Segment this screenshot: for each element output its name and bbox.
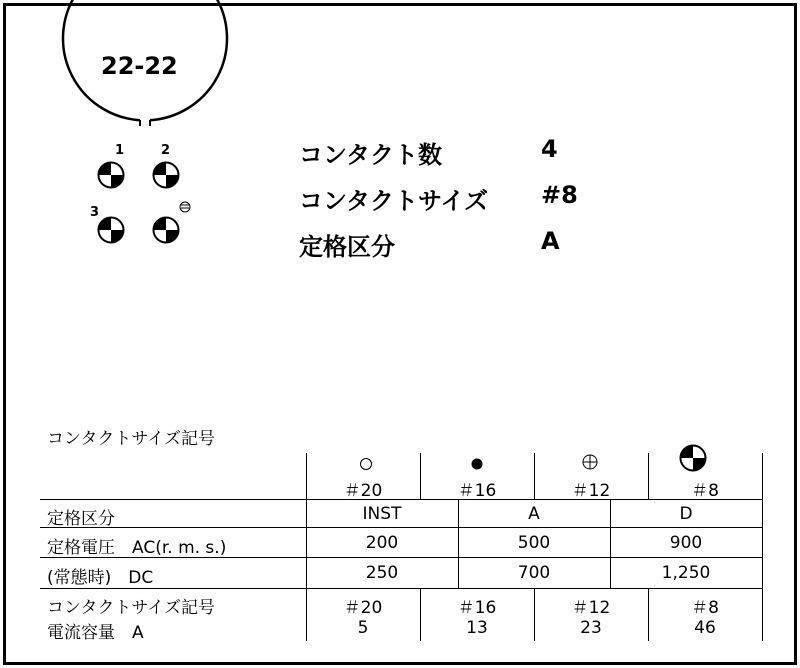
current-size-8: 46 xyxy=(694,618,716,638)
row-label-current: 電流容量 A xyxy=(47,623,144,643)
voltage-dc-inst: 250 xyxy=(365,563,399,583)
pin-4-icon xyxy=(154,218,179,243)
spec-rating-class-label: 定格区分 xyxy=(299,233,395,261)
size-12: ＃12 xyxy=(571,598,611,618)
row-label-rating-class: 定格区分 xyxy=(47,509,115,529)
header-size-16: ＃16 xyxy=(457,481,497,501)
pin-label-3: 3 xyxy=(90,205,100,220)
spec-contact-size-label: コンタクトサイズ xyxy=(299,187,489,215)
pin-3-icon xyxy=(99,218,124,243)
header-size-12: ＃12 xyxy=(571,481,611,501)
size-16: ＃16 xyxy=(457,598,497,618)
voltage-dc-d: 1,250 xyxy=(661,563,711,583)
pin-label-1: 1 xyxy=(115,143,125,158)
size-16-symbol-icon xyxy=(472,459,483,470)
size-8: ＃8 xyxy=(691,598,719,618)
voltage-ac-d: 900 xyxy=(669,533,703,553)
rating-d: D xyxy=(679,504,693,524)
current-size-12: 23 xyxy=(580,618,602,638)
current-size-16: 13 xyxy=(466,618,488,638)
header-size-20: ＃20 xyxy=(343,481,383,501)
spec-contact-size-value: #8 xyxy=(541,181,578,209)
voltage-ac-a: 500 xyxy=(517,533,551,553)
row-label-contact-size: コンタクトサイズ記号 xyxy=(47,598,215,618)
part-number-title: 22-22 xyxy=(101,52,178,80)
row-label-voltage-dc: (常態時) DC xyxy=(47,568,154,588)
table-title: コンタクトサイズ記号 xyxy=(47,429,215,449)
voltage-ac-inst: 200 xyxy=(365,533,399,553)
rating-a: A xyxy=(528,504,540,524)
size-20-symbol-icon xyxy=(361,459,372,470)
size-8-symbol-icon xyxy=(681,446,706,471)
row-label-voltage-ac: 定格電圧 AC(r. m. s.) xyxy=(47,538,227,558)
spec-contact-count-label: コンタクト数 xyxy=(299,141,443,169)
header-size-8: ＃8 xyxy=(691,481,719,501)
rating-inst: INST xyxy=(362,504,402,524)
spec-contact-count-value: 4 xyxy=(541,135,558,163)
spec-rating-class-value: A xyxy=(541,227,560,255)
size-12-symbol-icon xyxy=(583,455,597,469)
pin-2-icon xyxy=(154,163,179,188)
shell-outline xyxy=(63,0,227,120)
pin-1-icon xyxy=(99,163,124,188)
pin-label-2: 2 xyxy=(161,143,171,158)
current-size-20: 5 xyxy=(357,618,369,638)
voltage-dc-a: 700 xyxy=(517,563,551,583)
ground-symbol-icon xyxy=(180,202,190,212)
size-20: ＃20 xyxy=(343,598,383,618)
